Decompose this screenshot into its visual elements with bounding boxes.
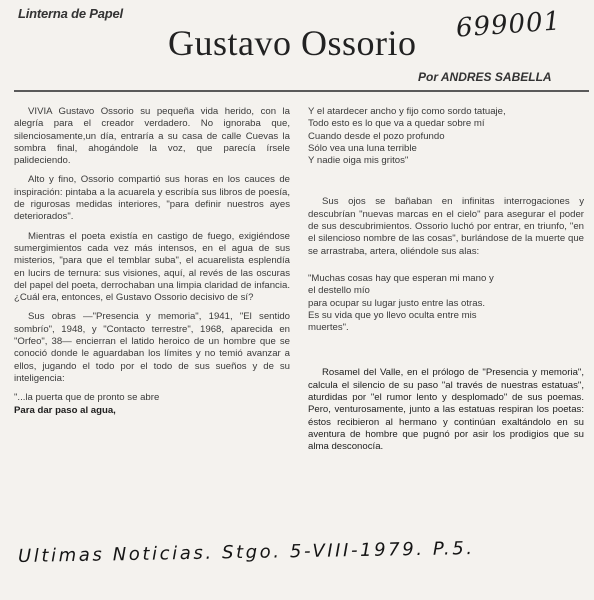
paragraph-5: Sus ojos se bañaban en infinitas interrogaciones y descubrían "nuevas marcas en el cielo" para asegurar el poder de sus descubrimientos. Ossorio luchó por entrar, en triunfo, "en el silencioso nombre de las cosas", burlándose de la muerte que se arrastraba, artera, oliéndole sus alas: bbox=[308, 196, 584, 257]
handwritten-number: 699001 bbox=[455, 6, 563, 44]
paragraph-1: VIVIA Gustavo Ossorio su pequeña vida herido, con la alegría para el creador verdadero. No ignoraba que, silenciosamente,un día, entraría a su casa de calle Cuevas la sombra final, ahogándole la voz, que parecía írsele palideciendo. bbox=[14, 106, 290, 167]
verse-line-2: Para dar paso al agua, bbox=[14, 404, 116, 416]
paragraph-2: Alto y fino, Ossorio compartió sus horas en los cauces de inspiración: pintaba a la acuarela y escribía sus libros de poesía, de rigurosas medidas interiores, "para definir nuestros ayes deteriorados". bbox=[14, 174, 290, 223]
handwritten-source-note: Ultimas Noticias. Stgo. 5-VIII-1979. P.5. bbox=[17, 538, 475, 567]
verse-block-1: Y el atardecer ancho y fijo como sordo tatuaje, Todo esto es lo que va a quedar sobre mí Cuando desde el pozo profundo Sólo vea una luna terrible Y nadie oiga mis gritos" bbox=[308, 106, 506, 167]
paragraph-6: Rosamel del Valle, en el prólogo de "Presencia y memoria", calcula el silencio de su paso "al través de nuestras estatuas", aturdidas por "el rumor lento y desplomado" de sus poemas. Pero, venturosamente, junto a las estatuas respiran los poetas: éstos recibieron al hermano y continúan exaltándolo en su aventura de hombre que pugnó por asir los prodigios que su alma desconocía. bbox=[308, 367, 584, 453]
byline: Por ANDRES SABELLA bbox=[418, 70, 552, 84]
left-column bbox=[14, 106, 290, 424]
verse-block-2: "Muchas cosas hay que esperan mi mano y el destello mío para ocupar su lugar justo entre las otras. Es su vida que yo llevo oculta entre mis muertes". bbox=[308, 272, 494, 334]
article-title: Gustavo Ossorio bbox=[168, 23, 417, 63]
verse-line-1: "...la puerta que de pronto se abre bbox=[14, 392, 160, 404]
paragraph-4: Sus obras —"Presencia y memoria", 1941, "El sentido sombrío", 1948, y "Contacto terrestre", 1968, aparecida en "Orfeo", 38— encierran el latido heroico de un hombre que se conoció donde le aguardaban los límites y no temió avanzar a ellos, jugando el todo por el todo de sus sueños y de su inteligencia: bbox=[14, 311, 290, 384]
right-column bbox=[308, 106, 584, 461]
section-name: Linterna de Papel bbox=[18, 6, 123, 21]
header-rule bbox=[14, 90, 589, 92]
paragraph-3: Mientras el poeta existía en castigo de fuego, exigiéndose sumergimientos cada vez más intensos, en el agua de sus misterios, "para que el temblar suba", el acuarelista esplendía en lucirs de ternura: sus visiones, aquí, al revés de las oscuras del papel del poeta, derrochaban una limpia claridad de infancia. ¿Cuál era, entonces, el Gustavo Ossorio decisivo de sí? bbox=[14, 230, 290, 304]
